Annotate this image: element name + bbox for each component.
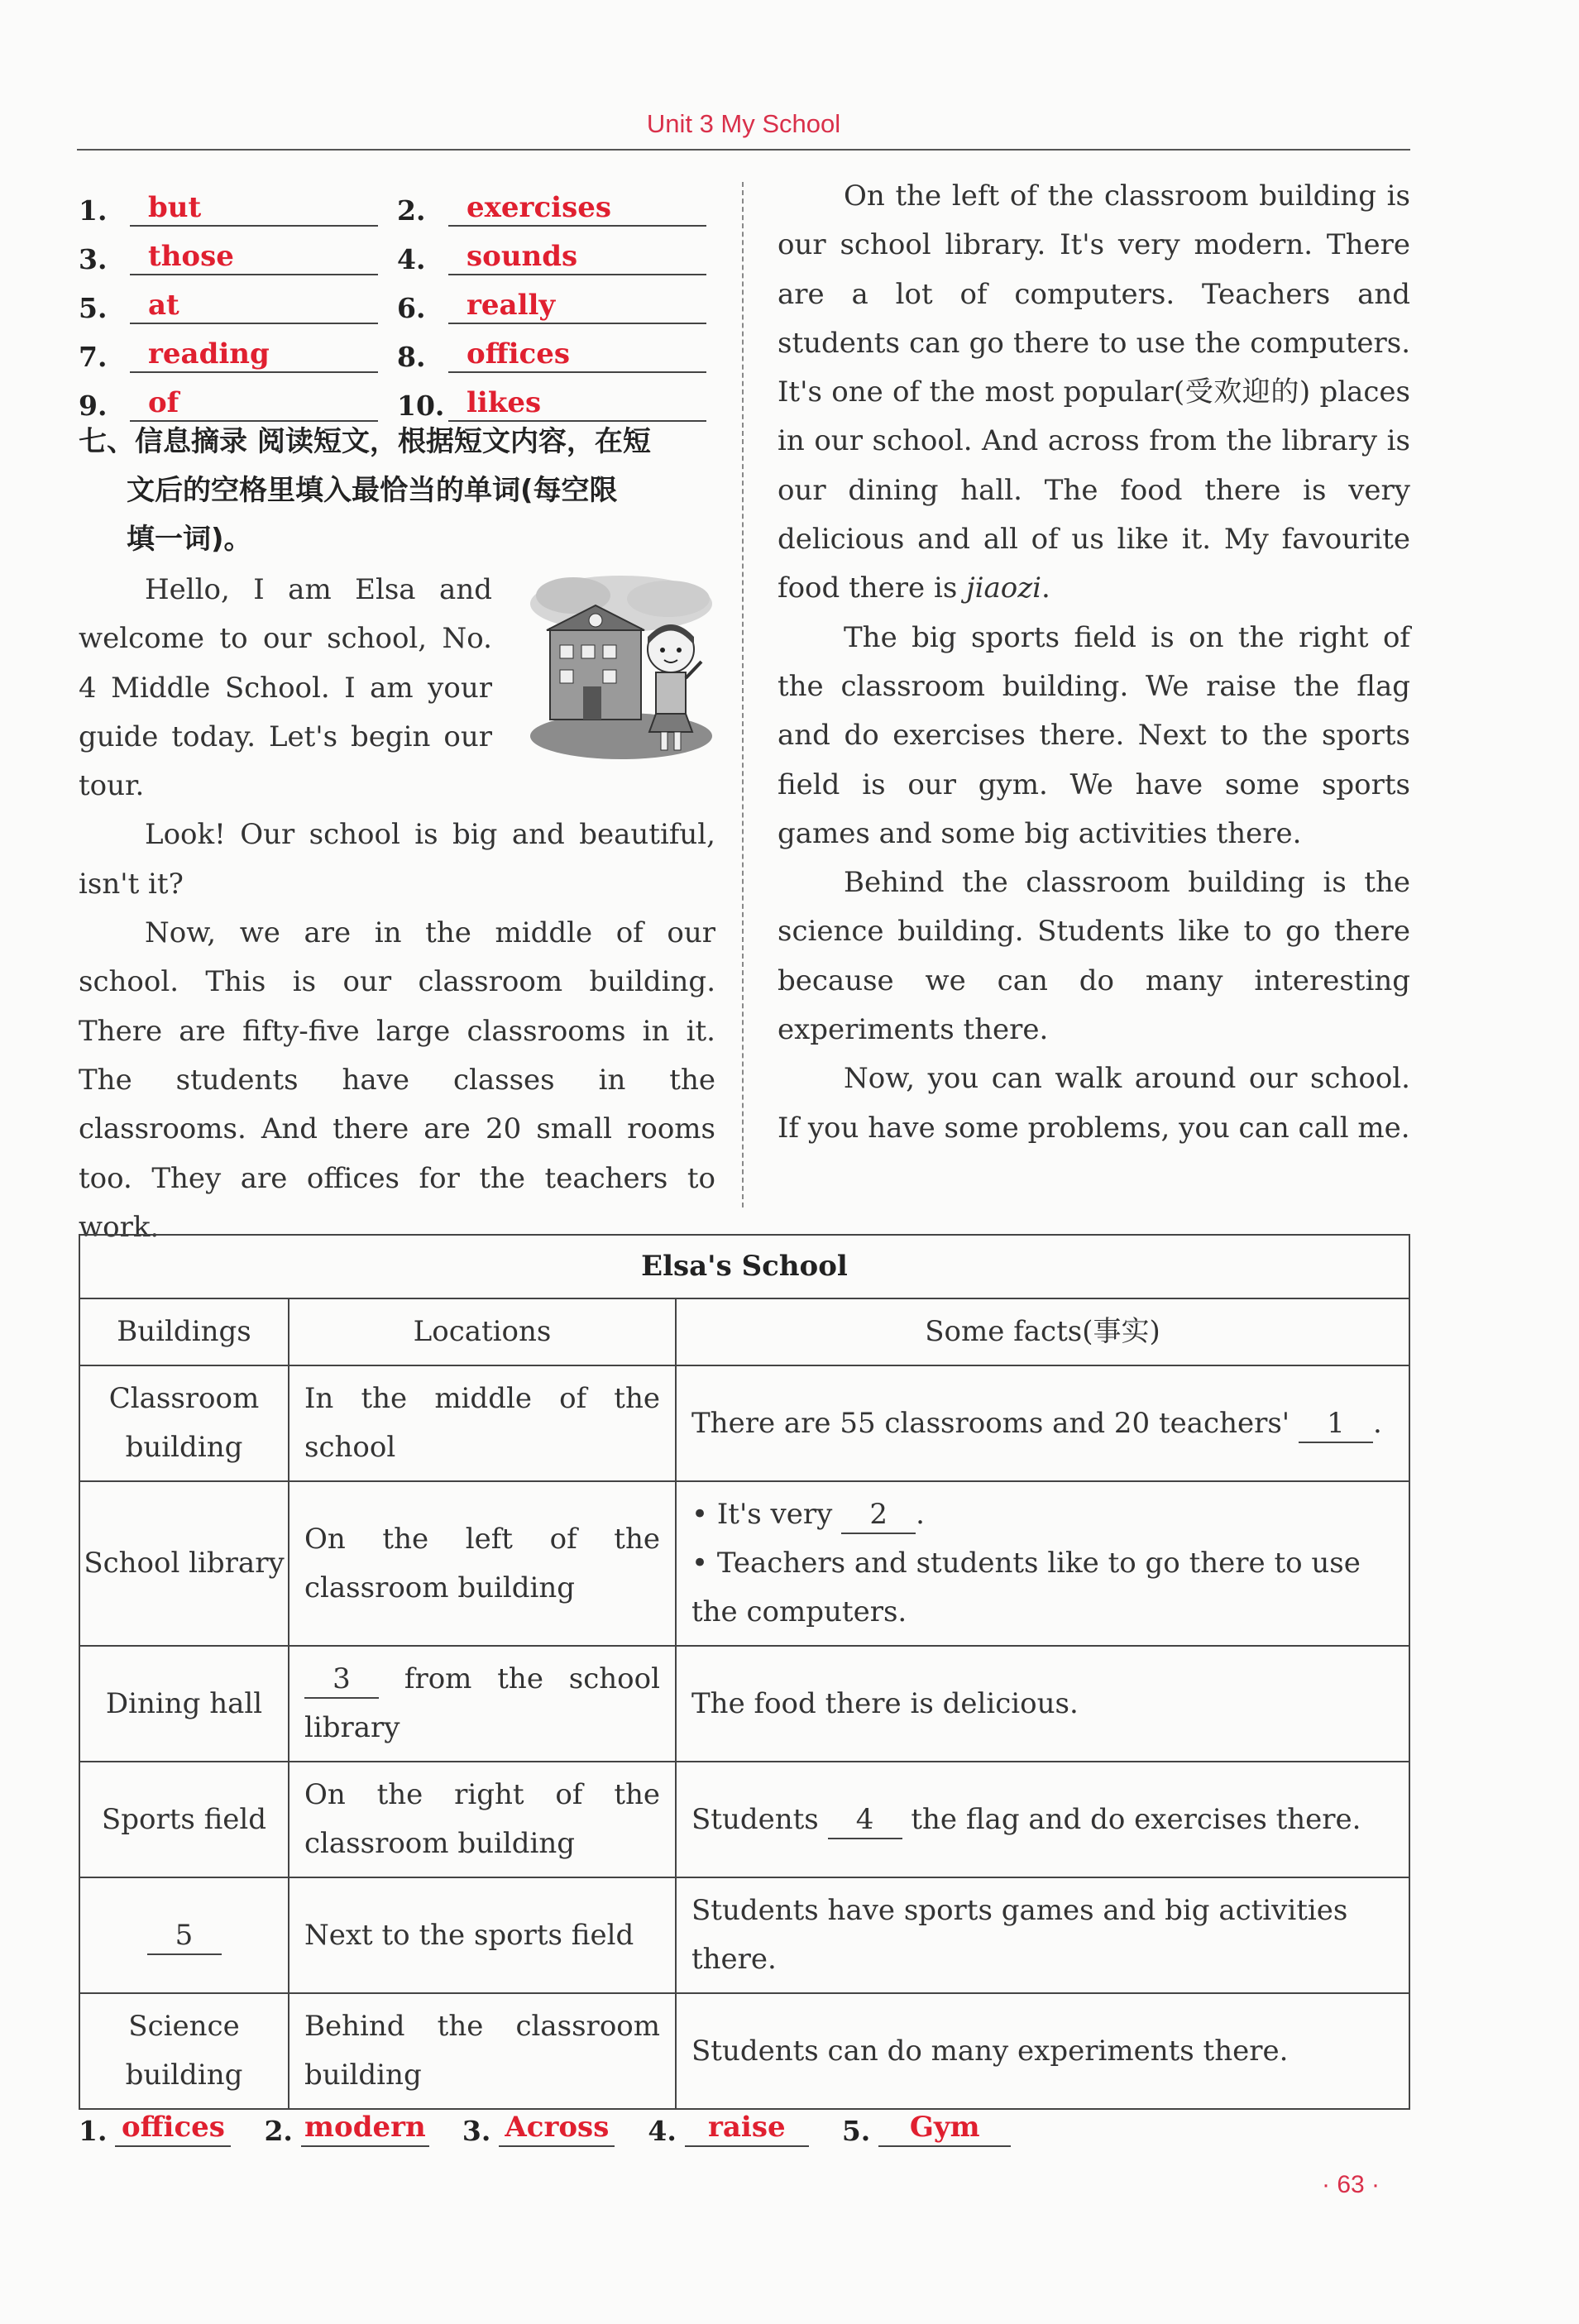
fact-cell bbox=[676, 1762, 1409, 1877]
passage-paragraph: Now, we are in the middle of our school. This is our classroom building. There are fifty-five large classrooms in it. The students have classes in the classrooms. And there are 20 small rooms too. They are offices for the teachers to work. bbox=[79, 916, 715, 1244]
fact-text: the flag and do exercises there. bbox=[911, 1802, 1361, 1836]
answer-item bbox=[397, 239, 715, 275]
answer-item bbox=[79, 2109, 231, 2147]
section-instruction bbox=[79, 418, 715, 564]
passage-paragraph: Behind the classroom building is the science building. Students like to go there because we can do many interesting experiments there. bbox=[778, 866, 1410, 1047]
passage-text: . bbox=[1041, 571, 1050, 605]
answer-item bbox=[79, 385, 397, 422]
fact-text: There are 55 classrooms and 20 teachers' bbox=[691, 1406, 1290, 1440]
building-cell: School library bbox=[79, 1481, 289, 1646]
passage-right-column bbox=[778, 172, 1410, 1153]
blank-2: 2 bbox=[841, 1496, 916, 1534]
building-cell bbox=[79, 1877, 289, 1993]
table-title-row bbox=[79, 1235, 1409, 1298]
answer-number: 5. bbox=[841, 2115, 871, 2147]
answer-number: 3. bbox=[79, 243, 108, 275]
answer-item bbox=[397, 190, 715, 227]
answer-item bbox=[79, 288, 397, 324]
answer-value: offices bbox=[448, 337, 706, 373]
location-cell bbox=[289, 1646, 676, 1762]
blank-1: 1 bbox=[1299, 1405, 1373, 1443]
answer-number: 10. bbox=[397, 390, 445, 422]
school-girl-illustration bbox=[524, 571, 718, 761]
column-header: Some facts(事实) bbox=[676, 1298, 1409, 1365]
table-row bbox=[79, 1877, 1409, 1993]
answer-item bbox=[79, 239, 397, 275]
instruction-line-2: 文后的空格里填入最恰当的单词(每空限 bbox=[127, 474, 618, 507]
fact-cell bbox=[676, 1481, 1409, 1646]
top-answer-key bbox=[79, 178, 715, 422]
answer-row bbox=[79, 227, 715, 275]
answer-value: Gym bbox=[878, 2109, 1011, 2147]
blank-3: 3 bbox=[304, 1661, 379, 1699]
bottom-answer-key bbox=[79, 2109, 1154, 2147]
building-cell: Sports field bbox=[79, 1762, 289, 1877]
answer-value: reading bbox=[130, 337, 378, 373]
answer-item bbox=[397, 337, 715, 373]
fact-text: • It's very bbox=[691, 1498, 833, 1531]
passage-paragraph: Hello, I am Elsa and welcome to our school, No. 4 Middle School. I am your guide today. Let's begin our tour. bbox=[79, 573, 492, 803]
blank-4: 4 bbox=[828, 1801, 902, 1839]
facts-table bbox=[79, 1234, 1410, 2110]
instruction-line-1: 七、信息摘录 阅读短文，根据短文内容，在短 bbox=[79, 425, 651, 458]
passage-paragraph: The big sports field is on the right of the classroom building. We raise the flag and do exercises there. Next to the sports field is our gym. We have some sports games and some big activities there. bbox=[778, 620, 1410, 850]
building-cell: Dining hall bbox=[79, 1646, 289, 1762]
passage-paragraph: Now, you can walk around our school. If you have some problems, you can call me. bbox=[778, 1062, 1410, 1145]
answer-value: exercises bbox=[448, 190, 706, 227]
fact-bullet: • Teachers and students like to go there to use the computers. bbox=[691, 1547, 1361, 1628]
answer-value: sounds bbox=[448, 239, 706, 275]
location-cell: On the right of the classroom building bbox=[289, 1762, 676, 1877]
fact-cell: Students can do many experiments there. bbox=[676, 1993, 1409, 2109]
table-row bbox=[79, 1993, 1409, 2109]
answer-number: 7. bbox=[79, 341, 108, 373]
answer-row bbox=[79, 373, 715, 422]
table-header-row bbox=[79, 1298, 1409, 1365]
answer-value: but bbox=[130, 190, 378, 227]
answer-value: raise bbox=[685, 2109, 809, 2147]
passage-text: On the left of the classroom building is our school library. It's very modern. There are a lot of computers. Teachers and students can go there to use the computers. It's one of the most popular(受欢迎的) places in our school. And across from the library is our dining hall. The food there is very delicious and all of us like it. My favourite food there is bbox=[778, 179, 1410, 605]
building-cell: Classroom building bbox=[79, 1365, 289, 1481]
answer-number: 9. bbox=[79, 390, 108, 422]
location-cell: Behind the classroom building bbox=[289, 1993, 676, 2109]
answer-value: likes bbox=[448, 385, 706, 422]
answer-item bbox=[264, 2109, 428, 2147]
answer-item bbox=[397, 385, 715, 422]
location-cell: In the middle of the school bbox=[289, 1365, 676, 1481]
fact-text: Students bbox=[691, 1802, 819, 1836]
passage-paragraph: Look! Our school is big and beautiful, isn't it? bbox=[79, 818, 715, 901]
answer-number: 6. bbox=[397, 292, 426, 324]
column-header: Buildings bbox=[79, 1298, 289, 1365]
answer-number: 8. bbox=[397, 341, 426, 373]
answer-value: of bbox=[130, 385, 378, 422]
location-text: from the school library bbox=[304, 1662, 660, 1744]
table-row bbox=[79, 1762, 1409, 1877]
answer-item bbox=[648, 2109, 808, 2147]
answer-number: 5. bbox=[79, 292, 108, 324]
location-cell: On the left of the classroom building bbox=[289, 1481, 676, 1646]
answer-row bbox=[79, 324, 715, 373]
answer-value: those bbox=[130, 239, 378, 275]
fact-cell: The food there is delicious. bbox=[676, 1646, 1409, 1762]
answer-item bbox=[397, 288, 715, 324]
blank-5: 5 bbox=[147, 1917, 222, 1955]
passage-paragraph bbox=[778, 172, 1410, 614]
answer-row bbox=[79, 178, 715, 227]
page-number: · 63 · bbox=[1322, 2171, 1380, 2198]
location-cell: Next to the sports field bbox=[289, 1877, 676, 1993]
table-row bbox=[79, 1646, 1409, 1762]
fact-cell: Students have sports games and big activities there. bbox=[676, 1877, 1409, 1993]
answer-number: 1. bbox=[79, 194, 108, 227]
header-rule bbox=[77, 149, 1410, 151]
table-row bbox=[79, 1481, 1409, 1646]
answer-value: Across bbox=[499, 2109, 615, 2147]
answer-number: 2. bbox=[264, 2115, 293, 2147]
answer-item bbox=[79, 190, 397, 227]
fact-text: . bbox=[1372, 1406, 1382, 1440]
answer-value: at bbox=[130, 288, 378, 324]
page-header: Unit 3 My School bbox=[646, 109, 841, 138]
answer-number: 1. bbox=[79, 2115, 108, 2147]
fact-bullet bbox=[691, 1490, 1394, 1539]
answer-item bbox=[842, 2109, 1011, 2147]
answer-number: 3. bbox=[462, 2115, 491, 2147]
fact-cell bbox=[676, 1365, 1409, 1481]
column-header: Locations bbox=[289, 1298, 676, 1365]
answer-number: 2. bbox=[397, 194, 426, 227]
answer-item bbox=[462, 2109, 615, 2147]
instruction-line-3: 填一词)。 bbox=[127, 523, 252, 556]
table-title: Elsa's School bbox=[79, 1235, 1409, 1298]
answer-item bbox=[79, 337, 397, 373]
fact-text: . bbox=[916, 1498, 925, 1531]
column-divider bbox=[742, 182, 744, 1207]
answer-value: offices bbox=[115, 2109, 231, 2147]
answer-number: 4. bbox=[648, 2115, 677, 2147]
answer-row bbox=[79, 275, 715, 324]
answer-number: 4. bbox=[397, 243, 426, 275]
passage-italic-word: jiaozi bbox=[966, 571, 1042, 605]
answer-value: modern bbox=[301, 2109, 429, 2147]
building-cell: Science building bbox=[79, 1993, 289, 2109]
answer-value: really bbox=[448, 288, 706, 324]
table-row bbox=[79, 1365, 1409, 1481]
